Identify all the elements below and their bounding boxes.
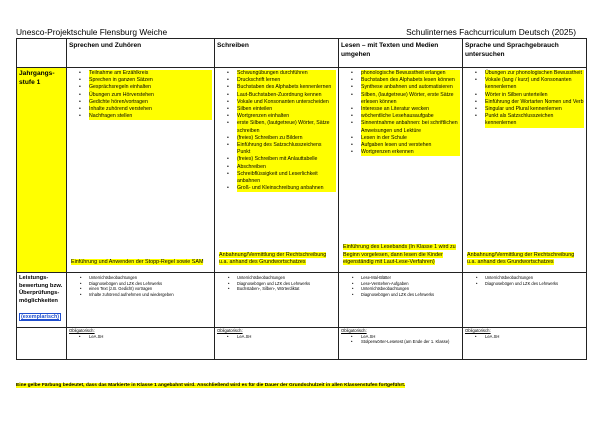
list-item: • Silben einteilen: [237, 106, 336, 113]
list-sprache-obligatorisch: [465, 334, 584, 340]
list-item: • Synthese anbahnen und automatisieren: [361, 84, 460, 91]
obligatorisch-label: Obligatorisch:: [341, 328, 367, 333]
cell-lesen-bewertung: [339, 273, 463, 328]
cell-sprache-obligatorisch: [463, 328, 587, 360]
cell-sprechen: [67, 68, 215, 273]
list-item: • Diagnosebögen und LZK des Lehrwerks: [89, 281, 212, 287]
cell-footer-note: Einführung und Anwenden der Stopp-Regel sowie SAM: [71, 258, 204, 265]
curriculum-table: [16, 38, 587, 360]
list-item: • Vokale und Konsonanten unterscheiden: [237, 99, 336, 106]
cell-sprechen-bewertung: [67, 273, 215, 328]
column-header: Sprechen und Zuhören: [67, 39, 215, 68]
exemplarisch-link[interactable]: (exemplarisch): [21, 314, 60, 321]
list-item: • erste Silben, (lautgetreue) Wörter, Sätze schreiben: [237, 120, 336, 134]
list-item: • LeA.SH: [361, 334, 460, 340]
table-row-leistungsbewertung: [17, 273, 587, 328]
list-item: • Unterrichtsbeobachtungen: [237, 275, 336, 281]
cell-footer-note: Anbahnung/Vermittlung der Rechtschreibung u.a. anhand des Grundwortschatzes: [467, 251, 575, 265]
list-lesen-bewertung: [341, 273, 460, 297]
list-sprechen-bewertung: [69, 273, 212, 297]
list-lesen-obligatorisch: [341, 334, 460, 345]
list-item: • Einführung des Satzschlusszeichens Punkt: [237, 142, 336, 156]
list-item: • phonologische Bewusstheit erlangen: [361, 70, 460, 77]
list-item: • Schwungübungen durchführen: [237, 70, 336, 77]
list-item: • Buchstaben-, Silben-, Wörterdiktat: [237, 286, 336, 292]
list-item: • Lesen in der Schule: [361, 135, 460, 142]
cell-schreiben: [215, 68, 339, 273]
list-item: • Punkt als Satzschlusszeichen kennenlernen: [485, 113, 584, 127]
list-item: • Groß- und Kleinschreibung anbahnen: [237, 185, 336, 192]
list-item: • Lese-Mal-Blätter: [361, 275, 460, 281]
list-lesen: [341, 68, 460, 156]
column-header: Lesen – mit Texten und Medien umgehen: [339, 39, 463, 68]
list-item: • Sinnentnahme anbahnen: bei schriftlichen Anweisungen und Lektüre: [361, 120, 460, 134]
list-item: • Wörter in Silben unterteilen: [485, 92, 584, 99]
cell-lesen-obligatorisch: [339, 328, 463, 360]
list-item: • Diagnosebögen und LZK des Lehrwerks: [237, 281, 336, 287]
list-item: • Inhalte zuhörend aufnehmen und wiedergeben: [89, 292, 212, 298]
cell-sprache: [463, 68, 587, 273]
list-item: • Vokale (lang / kurz) und Konsonanten kennenlernen: [485, 77, 584, 91]
list-item: • Wortgrenzen einhalten: [237, 113, 336, 120]
list-item: • wöchentliche Lesehausaufgabe: [361, 113, 460, 120]
list-item: • Unterrichtsbeobachtungen: [89, 275, 212, 281]
list-item: • Inhalte zuhörend verstehen: [89, 106, 212, 113]
list-schreiben: [217, 68, 336, 192]
list-item: • Unterrichtsbeobachtungen: [361, 286, 460, 292]
list-item: • Diagnosebögen und LZK des Lehrwerks: [485, 281, 584, 287]
list-item: • Wortgrenzen erkennen: [361, 149, 460, 156]
cell-schreiben-bewertung: [215, 273, 339, 328]
corner-cell: [17, 39, 67, 68]
row-label-text: Leistungs-bewertung bzw. Überprüfungs-möglichkeiten: [19, 275, 63, 304]
obligatorisch-label: Obligatorisch:: [465, 328, 491, 333]
list-item: • Gedichte hören/vortragen: [89, 99, 212, 106]
document-title: Schulinternes Fachcurriculum Deutsch (2025): [406, 27, 576, 37]
table-row-obligatorisch: [17, 328, 587, 360]
table-header-row: [17, 39, 587, 68]
list-item: • Singular und Plural kennenlernen: [485, 106, 584, 113]
list-sprache-bewertung: [465, 273, 584, 286]
cell-lesen: [339, 68, 463, 273]
column-header: Schreiben: [215, 39, 339, 68]
list-item: • Nachfragen stellen: [89, 113, 212, 120]
list-sprechen: [69, 68, 212, 120]
list-item: • (freies) Schreiben mit Anlauttabelle: [237, 156, 336, 163]
obligatorisch-label: Obligatorisch:: [69, 328, 95, 333]
obligatorisch-label: Obligatorisch:: [217, 328, 243, 333]
list-item: • Gesprächsregeln einhalten: [89, 84, 212, 91]
list-item: • Silben, (lautgetreue) Wörter, erste Sätze erlesen können: [361, 92, 460, 106]
list-item: • Interesse an Literatur wecken: [361, 106, 460, 113]
cell-obligatorisch-empty: [17, 328, 67, 360]
list-item: • Teilnahme am Erzählkreis: [89, 70, 212, 77]
footnote: Eine gelbe Färbung bedeutet, dass das Markierte in Klasse 1 angebahnt wird. Anschließend wird es für die Dauer der Grundschulzeit in allen Klassenstufen fortgeführt.: [16, 383, 406, 388]
list-item: • Einführung der Wortarten Nomen und Verb: [485, 99, 584, 106]
list-item: • LeA.SH: [485, 334, 584, 340]
row-label-jahrgangsstufe: Jahrgangs-stufe 1: [17, 68, 67, 273]
list-item: • Diagnosebögen und LZK des Lehrwerks: [361, 292, 460, 298]
list-sprache: [465, 68, 584, 128]
list-item: • Laut-Buchstaben-Zuordnung kennen: [237, 92, 336, 99]
list-item: • LeA.SH: [237, 334, 336, 340]
list-item: • einen Text (z.B. Gedicht) vortragen: [89, 286, 212, 292]
list-item: • Übungen zur phonologischen Bewusstheit: [485, 70, 584, 77]
list-item: • Sprechen in ganzen Sätzen: [89, 77, 212, 84]
list-item: • Stolperwörter-Lesetest (am Ende der 1. Klasse): [361, 339, 460, 345]
list-sprechen-obligatorisch: [69, 334, 212, 340]
list-item: • (freies) Schreiben zu Bildern: [237, 135, 336, 142]
row-label-leistungsbewertung: [17, 273, 67, 328]
list-schreiben-bewertung: [217, 273, 336, 292]
list-item: • Aufgaben lesen und verstehen: [361, 142, 460, 149]
list-item: • Abschreiben: [237, 164, 336, 171]
cell-schreiben-obligatorisch: [215, 328, 339, 360]
list-item: • Unterrichtsbeobachtungen: [485, 275, 584, 281]
list-item: • Schreibflüssigkeit und Leserlichkeit anbahnen: [237, 171, 336, 185]
list-item: • Druckschrift lernen: [237, 77, 336, 84]
list-item: • Übungen zum Hörverstehen: [89, 92, 212, 99]
list-item: • Lese-Verstehen-Aufgaben: [361, 281, 460, 287]
cell-sprache-bewertung: [463, 273, 587, 328]
school-name: Unesco-Projektschule Flensburg Weiche: [16, 27, 168, 37]
column-header: Sprache und Sprachgebrauch untersuchen: [463, 39, 587, 68]
list-item: • Buchstaben des Alphabets lesen können: [361, 77, 460, 84]
list-item: • LeA.SH: [89, 334, 212, 340]
table-row-jahrgangsstufe: [17, 68, 587, 273]
list-item: • Buchstaben des Alphabets kennenlernen: [237, 84, 336, 91]
cell-footer-note: Anbahnung/Vermittlung der Rechtschreibung u.a. anhand des Grundwortschatzes: [219, 251, 327, 265]
cell-sprechen-obligatorisch: [67, 328, 215, 360]
list-schreiben-obligatorisch: [217, 334, 336, 340]
cell-footer-note: Einführung des Lesebands (In Klasse 1 wird zu Beginn vorgelesen, dann lesen die Kinder eigenständig mit Laut-Lese-Verfahren): [343, 244, 456, 265]
